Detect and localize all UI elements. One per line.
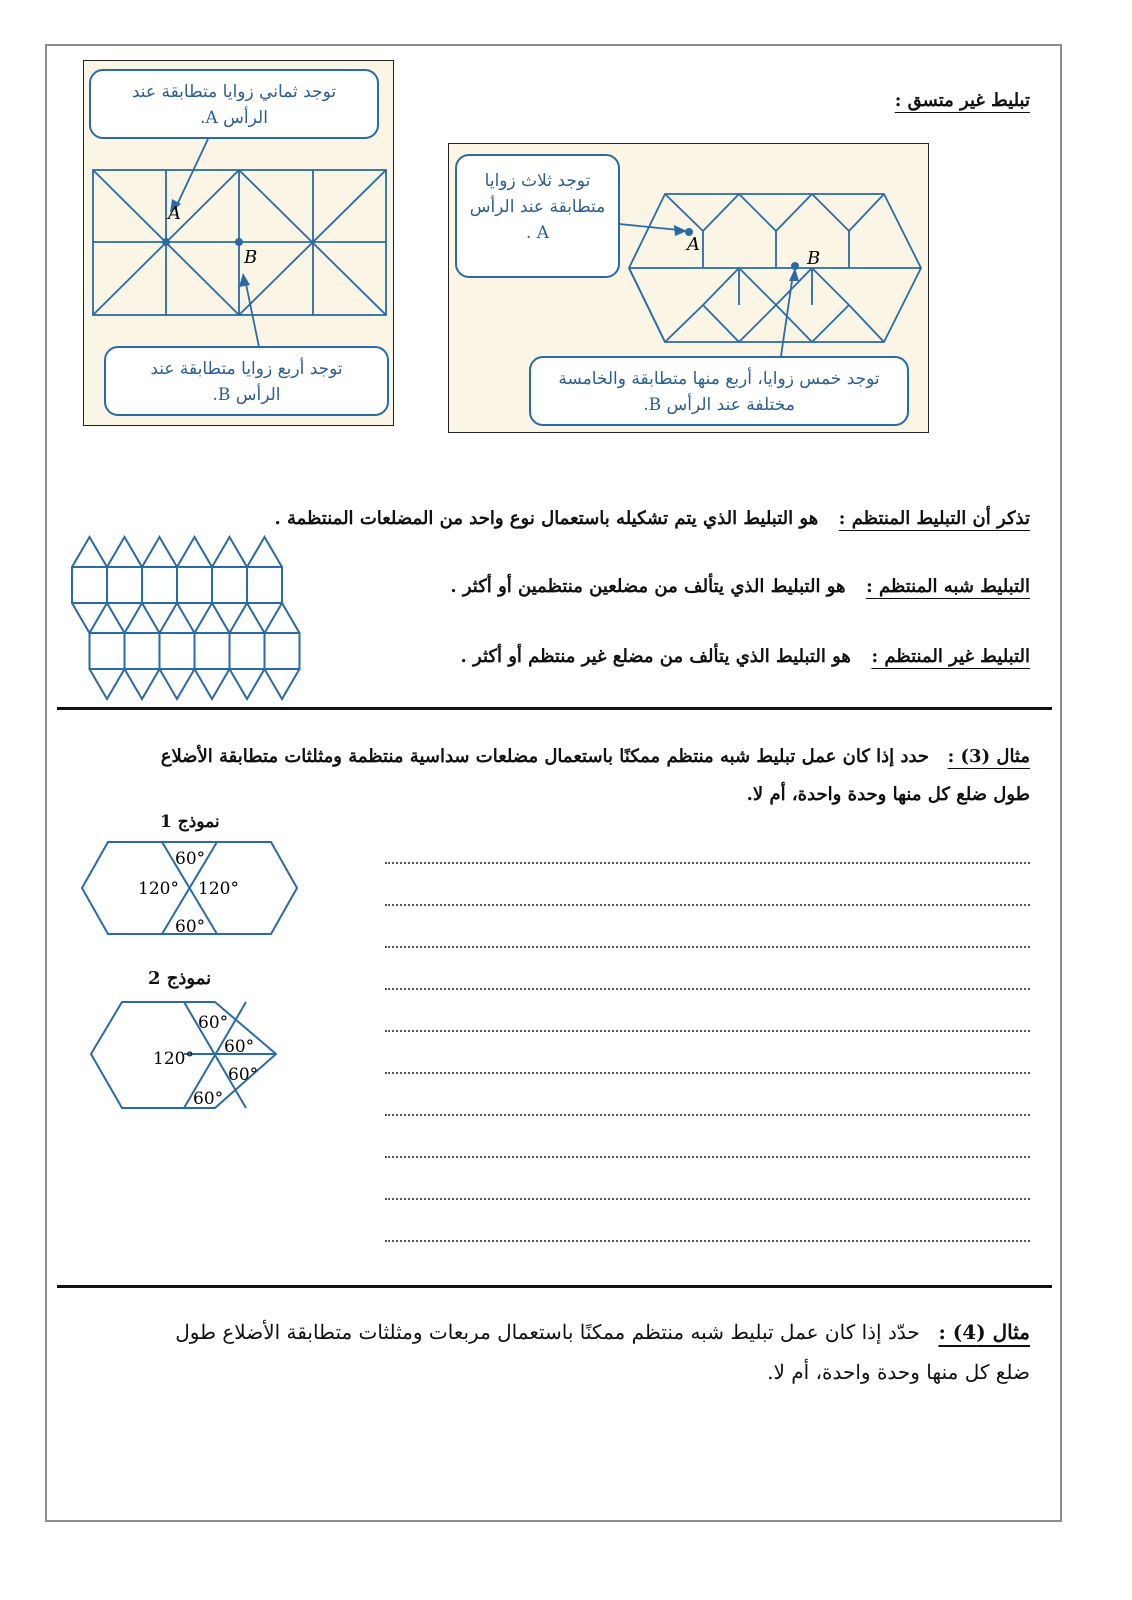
model2-title: نموذج 2 (148, 968, 212, 989)
answer-line[interactable] (385, 1072, 1030, 1074)
figure-left-panel (83, 60, 394, 426)
section-divider-2 (57, 1285, 1052, 1288)
semi-regular-tiling-term: التبليط شبه المنتظم : (866, 576, 1030, 597)
vertex-a-label-right: A (687, 234, 700, 255)
answer-line[interactable] (385, 1030, 1030, 1032)
inconsistent-tiling-heading: تبليط غير متسق : (894, 90, 1030, 111)
answer-line[interactable] (385, 1198, 1030, 1200)
answer-line[interactable] (385, 1114, 1030, 1116)
irregular-tiling-text: هو التبليط الذي يتألف من مضلع غير منتظم أو أكثر . (460, 646, 851, 667)
example3-label: مثال (3) : (947, 746, 1030, 767)
model2-angle-2: 120° (153, 1049, 194, 1069)
example3-question: حدد إذا كان عمل تبليط شبه منتظم ممكنًا باستعمال مضلعات سداسية منتظمة ومثلثات متطابقة الأضلاع طول ضلع كل منها وحدة واحدة، أم لا. (160, 746, 1030, 805)
model2-angle-1: 60° (198, 1013, 229, 1033)
regular-tiling-term: تذكر أن التبليط المنتظم : (838, 508, 1030, 529)
irregular-tiling-definition (460, 646, 1030, 667)
model1-angle-bottom: 60° (175, 917, 206, 937)
model2-figure (88, 998, 278, 1114)
square-triangle-tiling-figure (70, 535, 302, 705)
example4-label: مثال (4) : (938, 1320, 1030, 1344)
model1-figure (80, 838, 300, 942)
vertex-b-label-right: B (807, 248, 821, 269)
answer-line[interactable] (385, 904, 1030, 906)
vertex-a-label: A (168, 203, 181, 224)
callout-left-top: توجد ثماني زوايا متطابقة عند الرأس A. (89, 69, 379, 139)
callout-right-top: توجد ثلاث زوايا متطابقة عند الرأس A . (455, 154, 620, 278)
example4-question: حدّد إذا كان عمل تبليط شبه منتظم ممكنًا باستعمال مربعات ومثلثات متطابقة الأضلاع طول ضلع كل منها وحدة واحدة، أم لا. (175, 1320, 1030, 1384)
irregular-tiling-term: التبليط غير المنتظم : (871, 646, 1030, 667)
regular-tiling-text: هو التبليط الذي يتم تشكيله باستعمال نوع واحد من المضلعات المنتظمة . (274, 508, 819, 529)
semi-regular-tiling-definition (450, 576, 1030, 597)
semi-regular-tiling-text: هو التبليط الذي يتألف من مضلعين منتظمين أو أكثر . (450, 576, 846, 597)
section-divider-1 (57, 707, 1052, 710)
example3-block (160, 738, 1030, 814)
answer-line[interactable] (385, 988, 1030, 990)
vertex-b-label: B (244, 247, 258, 268)
model1-angle-top: 60° (175, 849, 206, 869)
model2-angle-4: 60° (228, 1065, 259, 1085)
answer-line[interactable] (385, 862, 1030, 864)
example4-block (140, 1312, 1030, 1392)
model1-title: نموذج 1 (160, 812, 220, 832)
answer-line[interactable] (385, 1240, 1030, 1242)
callout-left-bottom: توجد أربع زوايا متطابقة عند الرأس B. (104, 346, 389, 416)
model1-angle-right: 120° (198, 879, 239, 899)
callout-right-bottom: توجد خمس زوايا، أربع منها متطابقة والخامسة مختلفة عند الرأس B. (529, 356, 909, 426)
figure-right-panel (448, 143, 929, 433)
model2-angle-5: 60° (193, 1089, 224, 1109)
model2-angle-3: 60° (224, 1037, 255, 1057)
answer-line[interactable] (385, 946, 1030, 948)
model1-angle-left: 120° (138, 879, 179, 899)
answer-line[interactable] (385, 1156, 1030, 1158)
regular-tiling-definition (274, 508, 1030, 529)
